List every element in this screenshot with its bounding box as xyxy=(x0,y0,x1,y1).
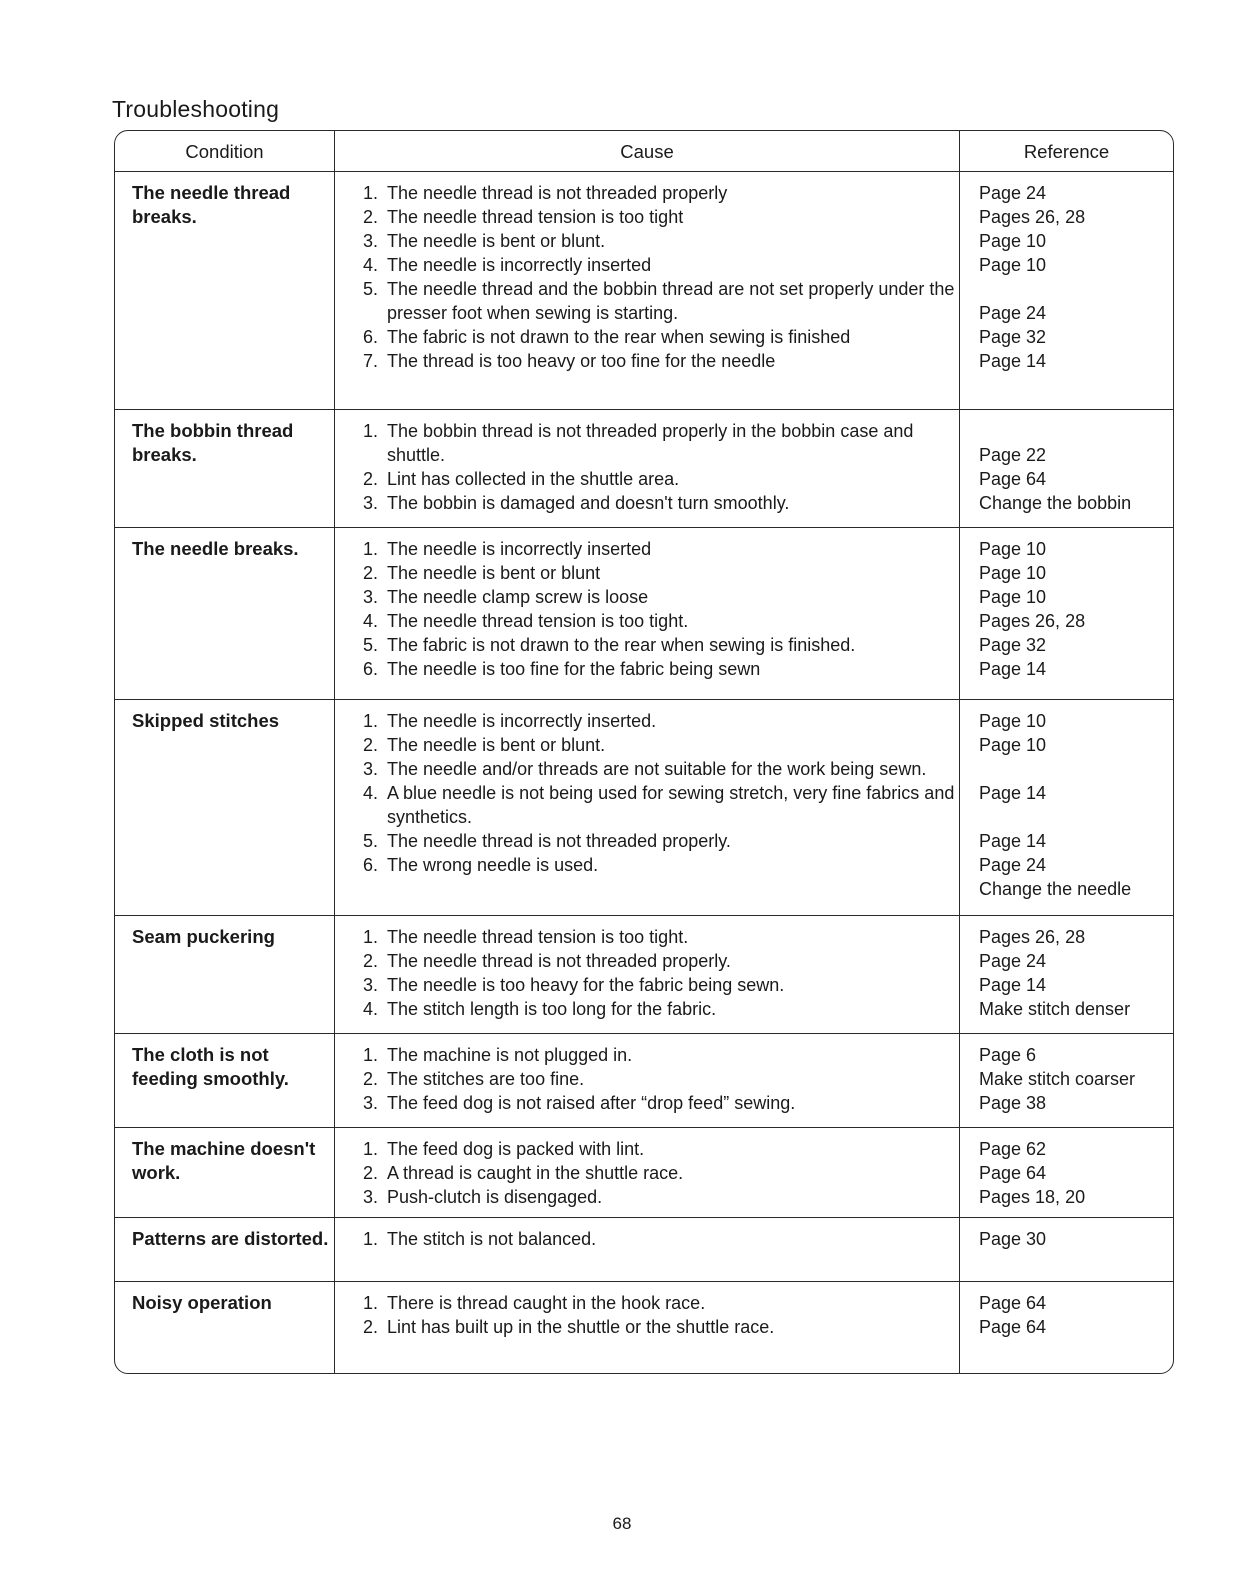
cause-text: The fabric is not drawn to the rear when sewing is finished xyxy=(387,327,851,347)
cause-text: The bobbin is damaged and doesn't turn smoothly. xyxy=(387,493,790,513)
reference-item: Page 64 xyxy=(979,469,1047,489)
cause-text: The needle is incorrectly inserted xyxy=(387,255,652,275)
cause-item xyxy=(363,853,963,877)
reference-item: Page 64 xyxy=(979,1293,1047,1313)
reference-item: Page 14 xyxy=(979,659,1047,679)
cause-text: The needle is bent or blunt. xyxy=(387,735,606,755)
cause-item xyxy=(363,781,963,829)
condition-cell: Seam puckering xyxy=(132,926,275,947)
reference-item: Change the bobbin xyxy=(979,493,1132,513)
cause-item xyxy=(363,733,963,757)
cause-list xyxy=(363,925,963,1021)
cause-number: 5. xyxy=(363,279,379,299)
cause-number: 1. xyxy=(363,421,379,441)
troubleshooting-table xyxy=(114,130,1174,1374)
cause-number: 1. xyxy=(363,1045,379,1065)
condition-cell: Skipped stitches xyxy=(132,710,280,731)
cause-number: 1. xyxy=(363,927,379,947)
reference-item: Pages 26, 28 xyxy=(979,927,1086,947)
condition-cell: Noisy operation xyxy=(132,1292,272,1313)
row-divider xyxy=(115,699,1173,700)
cause-item xyxy=(363,253,963,277)
reference-item: Page 10 xyxy=(979,563,1047,583)
cause-text: The stitch length is too long for the fabric. xyxy=(387,999,717,1019)
condition-cell: The needle thread breaks. xyxy=(132,182,291,227)
reference-item: Page 32 xyxy=(979,327,1047,347)
reference-list xyxy=(979,1291,1169,1339)
cause-item xyxy=(363,1067,963,1091)
cause-number: 6. xyxy=(363,855,379,875)
cause-text: The bobbin thread is not threaded properly in the bobbin case and shuttle. xyxy=(387,421,914,465)
cause-item xyxy=(363,181,963,205)
reference-list xyxy=(979,419,1169,515)
cause-text: A thread is caught in the shuttle race. xyxy=(387,1163,684,1183)
cause-number: 4. xyxy=(363,999,379,1019)
cause-item xyxy=(363,1091,963,1115)
row-divider xyxy=(115,1033,1173,1034)
cause-number: 3. xyxy=(363,1187,379,1207)
condition-cell: The cloth is not feeding smoothly. xyxy=(132,1044,289,1089)
cause-number: 3. xyxy=(363,759,379,779)
reference-item: Page 10 xyxy=(979,231,1047,251)
cause-item xyxy=(363,277,963,325)
cause-number: 2. xyxy=(363,1069,379,1089)
cause-text: The needle thread is not threaded properly xyxy=(387,183,728,203)
cause-number: 3. xyxy=(363,1093,379,1113)
cause-item xyxy=(363,561,963,585)
cause-text: The needle thread is not threaded properly. xyxy=(387,831,731,851)
reference-list xyxy=(979,1043,1169,1115)
cause-item xyxy=(363,609,963,633)
reference-list xyxy=(979,925,1169,1021)
cause-text: The needle is too fine for the fabric being sewn xyxy=(387,659,761,679)
reference-item: Page 24 xyxy=(979,855,1047,875)
row-divider xyxy=(115,1217,1173,1218)
cause-text: There is thread caught in the hook race. xyxy=(387,1293,706,1313)
reference-item: Page 10 xyxy=(979,255,1047,275)
cause-text: The needle thread is not threaded properly. xyxy=(387,951,731,971)
cause-item xyxy=(363,1185,963,1209)
cause-item xyxy=(363,1291,963,1315)
cause-number: 2. xyxy=(363,951,379,971)
cause-number: 3. xyxy=(363,493,379,513)
cause-text: The thread is too heavy or too fine for the needle xyxy=(387,351,776,371)
cause-number: 3. xyxy=(363,231,379,251)
reference-item: Page 14 xyxy=(979,783,1047,803)
cause-number: 3. xyxy=(363,975,379,995)
reference-item xyxy=(979,757,1169,781)
cause-item xyxy=(363,633,963,657)
reference-item: Page 24 xyxy=(979,183,1047,203)
reference-item: Page 14 xyxy=(979,831,1047,851)
condition-cell: The machine doesn't work. xyxy=(132,1138,316,1183)
cause-text: Lint has collected in the shuttle area. xyxy=(387,469,680,489)
cause-text: A blue needle is not being used for sewing stretch, very fine fabrics and synthetics. xyxy=(387,783,955,827)
cause-text: The needle is incorrectly inserted. xyxy=(387,711,657,731)
cause-text: The needle is too heavy for the fabric being sewn. xyxy=(387,975,785,995)
condition-cell: Patterns are distorted. xyxy=(132,1228,329,1249)
cause-number: 2. xyxy=(363,207,379,227)
cause-list xyxy=(363,1291,963,1339)
cause-number: 1. xyxy=(363,1229,379,1249)
cause-text: The needle is incorrectly inserted xyxy=(387,539,652,559)
cause-list xyxy=(363,537,963,681)
reference-item: Page 24 xyxy=(979,951,1047,971)
cause-number: 4. xyxy=(363,255,379,275)
cause-list xyxy=(363,1137,963,1209)
cause-item xyxy=(363,997,963,1021)
cause-number: 1. xyxy=(363,183,379,203)
reference-item: Pages 26, 28 xyxy=(979,207,1086,227)
page-title: Troubleshooting xyxy=(112,96,280,122)
cause-text: The needle and/or threads are not suitable for the work being sewn. xyxy=(387,759,927,779)
cause-number: 2. xyxy=(363,469,379,489)
cause-text: Lint has built up in the shuttle or the shuttle race. xyxy=(387,1317,775,1337)
cause-item xyxy=(363,1137,963,1161)
condition-cell: The needle breaks. xyxy=(132,538,299,559)
reference-item: Page 10 xyxy=(979,711,1047,731)
cause-item xyxy=(363,1227,963,1251)
reference-item: Page 14 xyxy=(979,351,1047,371)
cause-text: The machine is not plugged in. xyxy=(387,1045,633,1065)
reference-item: Page 10 xyxy=(979,735,1047,755)
row-divider xyxy=(115,1127,1173,1128)
cause-item xyxy=(363,829,963,853)
header-cause: Cause xyxy=(620,141,674,162)
cause-text: The stitches are too fine. xyxy=(387,1069,585,1089)
reference-item: Page 64 xyxy=(979,1317,1047,1337)
reference-list xyxy=(979,1137,1169,1209)
cause-list xyxy=(363,1043,963,1115)
cause-item xyxy=(363,537,963,561)
reference-item: Pages 18, 20 xyxy=(979,1187,1086,1207)
page-number: 68 xyxy=(612,1514,632,1533)
cause-text: The needle thread tension is too tight. xyxy=(387,927,689,947)
cause-item xyxy=(363,349,963,373)
reference-list xyxy=(979,709,1169,901)
column-divider xyxy=(334,131,335,1373)
cause-item xyxy=(363,925,963,949)
cause-number: 4. xyxy=(363,783,379,803)
cause-text: The fabric is not drawn to the rear when sewing is finished. xyxy=(387,635,856,655)
reference-item: Make stitch denser xyxy=(979,999,1131,1019)
cause-text: The feed dog is packed with lint. xyxy=(387,1139,645,1159)
cause-number: 1. xyxy=(363,539,379,559)
cause-list xyxy=(363,709,963,877)
cause-text: The stitch is not balanced. xyxy=(387,1229,597,1249)
cause-item xyxy=(363,205,963,229)
reference-item: Page 24 xyxy=(979,303,1047,323)
cause-item xyxy=(363,1315,963,1339)
reference-item: Page 62 xyxy=(979,1139,1047,1159)
cause-item xyxy=(363,757,963,781)
cause-item xyxy=(363,419,963,467)
cause-list xyxy=(363,419,963,515)
reference-item: Pages 26, 28 xyxy=(979,611,1086,631)
cause-list xyxy=(363,1227,963,1251)
reference-item: Page 14 xyxy=(979,975,1047,995)
reference-item: Page 10 xyxy=(979,539,1047,559)
row-divider xyxy=(115,915,1173,916)
cause-item xyxy=(363,325,963,349)
cause-text: The needle thread tension is too tight xyxy=(387,207,684,227)
reference-item: Make stitch coarser xyxy=(979,1069,1136,1089)
header-condition: Condition xyxy=(185,141,264,162)
cause-number: 1. xyxy=(363,1139,379,1159)
reference-item xyxy=(979,277,1169,301)
reference-item: Change the needle xyxy=(979,879,1132,899)
cause-number: 6. xyxy=(363,327,379,347)
reference-item: Page 32 xyxy=(979,635,1047,655)
reference-item xyxy=(979,805,1169,829)
cause-number: 1. xyxy=(363,1293,379,1313)
cause-number: 2. xyxy=(363,1317,379,1337)
cause-number: 2. xyxy=(363,735,379,755)
cause-item xyxy=(363,657,963,681)
row-divider xyxy=(115,1281,1173,1282)
cause-text: The needle thread tension is too tight. xyxy=(387,611,689,631)
cause-number: 5. xyxy=(363,635,379,655)
reference-item: Page 22 xyxy=(979,445,1047,465)
cause-text: The wrong needle is used. xyxy=(387,855,599,875)
cause-text: Push-clutch is disengaged. xyxy=(387,1187,603,1207)
condition-cell: The bobbin thread breaks. xyxy=(132,420,294,465)
reference-list xyxy=(979,537,1169,681)
row-divider xyxy=(115,527,1173,528)
cause-item xyxy=(363,467,963,491)
reference-item: Page 6 xyxy=(979,1045,1037,1065)
cause-item xyxy=(363,1043,963,1067)
cause-item xyxy=(363,491,963,515)
cause-item xyxy=(363,949,963,973)
reference-item xyxy=(979,419,1169,443)
reference-item: Page 38 xyxy=(979,1093,1047,1113)
cause-text: The needle is bent or blunt. xyxy=(387,231,606,251)
reference-list xyxy=(979,1227,1169,1251)
cause-number: 6. xyxy=(363,659,379,679)
reference-item: Page 64 xyxy=(979,1163,1047,1183)
cause-item xyxy=(363,1161,963,1185)
row-divider xyxy=(115,409,1173,410)
cause-number: 7. xyxy=(363,351,379,371)
cause-item xyxy=(363,973,963,997)
cause-list xyxy=(363,181,963,373)
cause-number: 3. xyxy=(363,587,379,607)
cause-number: 4. xyxy=(363,611,379,631)
cause-text: The feed dog is not raised after “drop feed” sewing. xyxy=(387,1093,796,1113)
cause-text: The needle clamp screw is loose xyxy=(387,587,649,607)
cause-number: 2. xyxy=(363,563,379,583)
header-reference: Reference xyxy=(1023,141,1110,162)
cause-number: 2. xyxy=(363,1163,379,1183)
cause-text: The needle is bent or blunt xyxy=(387,563,601,583)
cause-item xyxy=(363,709,963,733)
reference-item: Page 30 xyxy=(979,1229,1047,1249)
cause-number: 1. xyxy=(363,711,379,731)
cause-item xyxy=(363,585,963,609)
cause-number: 5. xyxy=(363,831,379,851)
row-divider xyxy=(115,171,1173,172)
cause-item xyxy=(363,229,963,253)
cause-text: The needle thread and the bobbin thread are not set properly under the presser foot when sewing is starting. xyxy=(387,279,955,323)
reference-list xyxy=(979,181,1169,373)
reference-item: Page 10 xyxy=(979,587,1047,607)
